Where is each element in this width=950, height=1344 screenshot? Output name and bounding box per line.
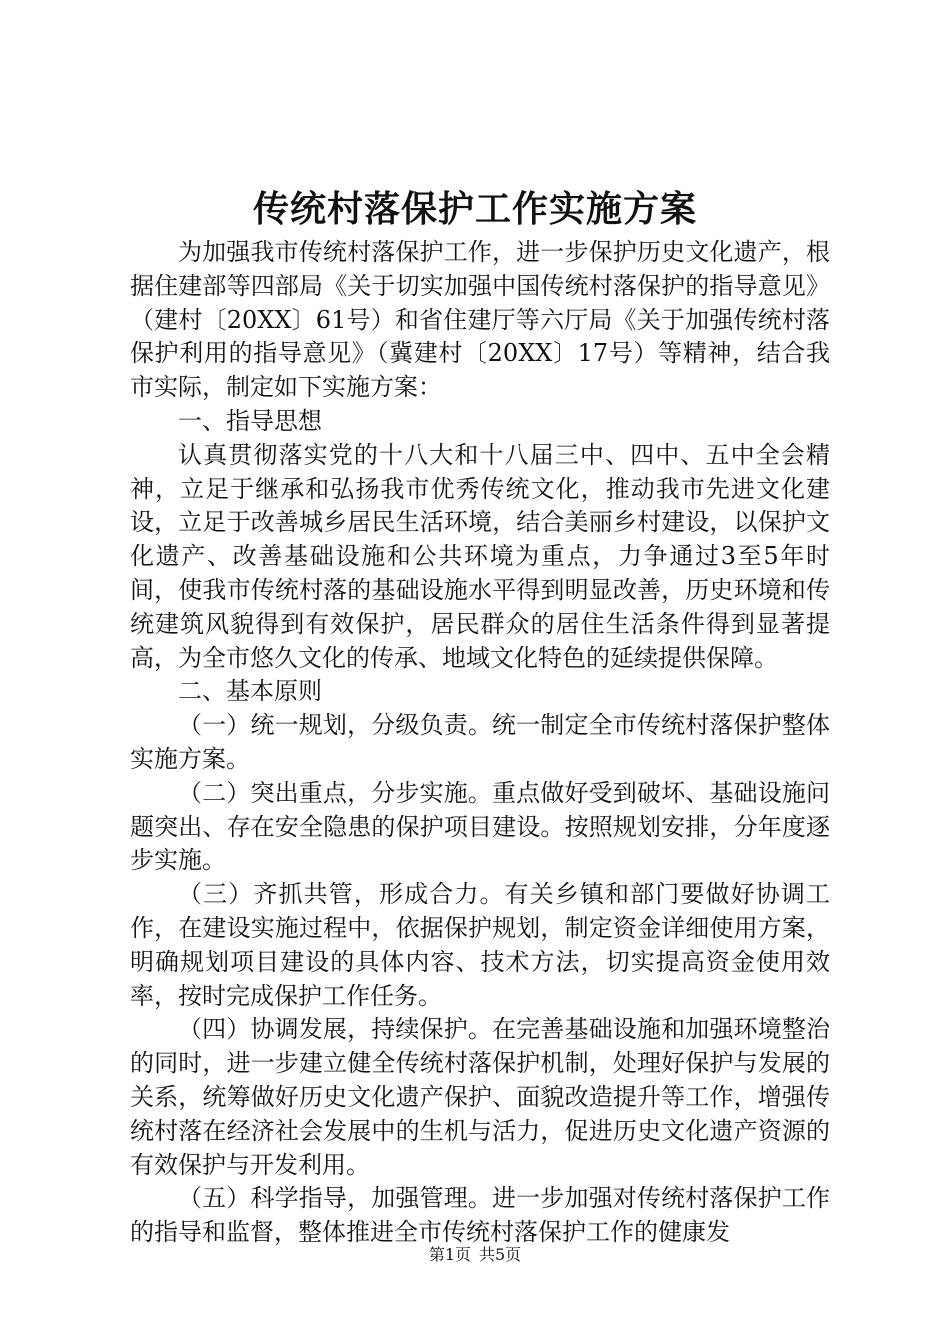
document-body (130, 236, 830, 1250)
page-number-total: 共5页 (479, 1245, 522, 1264)
paragraph-principle-2: （二）突出重点，分步实施。重点做好受到破坏、基础设施问题突出、存在安全隐患的保护项目建设。按照规划安排，分年度逐步实施。 (130, 778, 830, 875)
paragraph-intro: 为加强我市传统村落保护工作，进一步保护历史文化遗产，根据住建部等四部局《关于切实加强中国传统村落保护的指导意见》（建村〔20XX〕61号）和省住建厅等六厅局《关于加强传统村落保护利用的指导意见》（冀建村〔20XX〕17号）等精神，结合我市实际，制定如下实施方案： (130, 238, 830, 402)
document-title: 传统村落保护工作实施方案 (252, 188, 697, 230)
paragraph-principle-1: （一）统一规划，分级负责。统一制定全市传统村落保护整体实施方案。 (130, 711, 830, 773)
paragraph-principle-5: （五）科学指导，加强管理。进一步加强对传统村落保护工作的指导和监督，整体推进全市传统村落保护工作的健康发 (130, 1184, 830, 1247)
page-footer (0, 1244, 950, 1266)
paragraph-principle-3: （三）齐抓共管，形成合力。有关乡镇和部门要做好协调工作，在建设实施过程中，依据保护规划，制定资金详细使用方案，明确规划项目建设的具体内容、技术方法，切实提高资金使用效率，按时完成保护工作任务。 (130, 880, 830, 1010)
paragraph-principle-4: （四）协调发展，持续保护。在完善基础设施和加强环境整治的同时，进一步建立健全传统村落保护机制，处理好保护与发展的关系，统筹做好历史文化遗产保护、面貌改造提升等工作，增强传统村落在经济社会发展中的生机与活力，促进历史文化遗产资源的有效保护与开发利用。 (130, 1015, 830, 1179)
section-heading-basic-principles: 二、基本原则 (178, 677, 322, 706)
page-number-current: 第1页 (428, 1245, 471, 1264)
section-heading-guiding-ideology: 一、指导思想 (178, 406, 322, 435)
paragraph-guiding-ideology: 认真贯彻落实党的十八大和十八届三中、四中、五中全会精神，立足于继承和弘扬我市优秀传统文化，推动我市先进文化建设，立足于改善城乡居民生活环境，结合美丽乡村建设，以保护文化遗产、改善基础设施和公共环境为重点，力争通过3至5年时间，使我市传统村落的基础设施水平得到明显改善，历史环境和传统建筑风貌得到有效保护，居民群众的居住生活条件得到显著提高，为全市悠久文化的传承、地域文化特色的延续提供保障。 (130, 440, 830, 672)
